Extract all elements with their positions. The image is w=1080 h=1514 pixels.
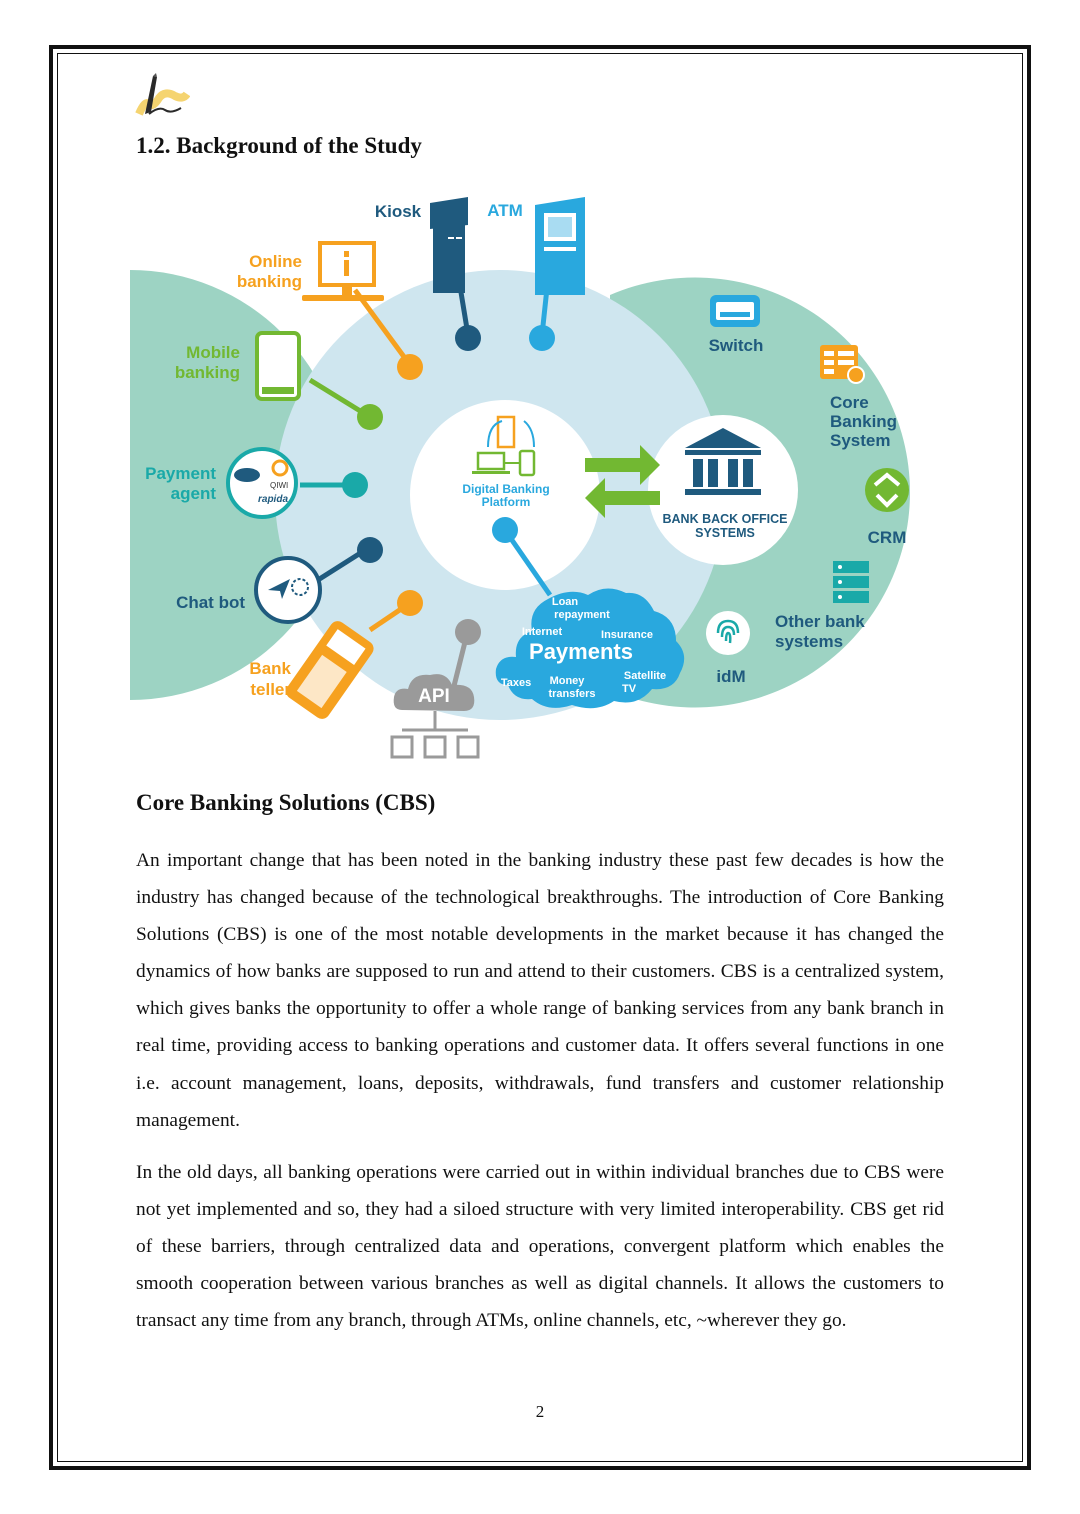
- back-office-label-2: SYSTEMS: [695, 526, 755, 540]
- monitor-icon: [302, 243, 384, 301]
- chatbot-label: Chat bot: [176, 593, 245, 612]
- core-banking-icon: [820, 345, 864, 383]
- mobile-node: [357, 404, 383, 430]
- page-title: 1.2. Background of the Study: [136, 133, 422, 158]
- payment-agent-logo: [228, 449, 296, 517]
- atm-icon: [535, 197, 585, 295]
- idm-label: idM: [716, 667, 746, 686]
- satellite-tv-label-1: Satellite: [623, 670, 667, 682]
- mobile-banking-label-1: Mobile: [186, 343, 240, 362]
- digital-banking-diagram: [130, 185, 960, 770]
- api-node: [455, 619, 481, 645]
- core-banking-label-3: System: [830, 431, 891, 450]
- other-bank-systems-label-1: Other bank: [775, 612, 865, 631]
- section-title: Core Banking Solutions (CBS): [136, 790, 436, 815]
- payment-agent-label-2: agent: [170, 484, 216, 503]
- loan-label-1: Loan: [551, 596, 579, 608]
- core-banking-label-1: Core: [830, 393, 869, 412]
- fingerprint-icon: [706, 611, 750, 655]
- back-office-label-1: BANK BACK OFFICE: [662, 512, 788, 526]
- api-label: API: [418, 686, 450, 707]
- pen-writing-icon: [135, 70, 190, 120]
- bank-teller-label-1: Bank: [249, 659, 291, 678]
- kiosk-icon: [430, 197, 468, 293]
- switch-icon: [710, 295, 760, 327]
- payment-agent-node: [342, 472, 368, 498]
- money-transfers-label-1: Money: [549, 675, 585, 687]
- core-banking-label-2: Banking: [830, 412, 898, 431]
- internet-label: Internet: [521, 626, 563, 638]
- server-icon: [833, 561, 869, 603]
- crm-icon: [865, 468, 909, 512]
- money-transfers-label-2: transfers: [548, 688, 596, 700]
- satellite-tv-label-2: TV: [621, 683, 637, 695]
- atm-node: [529, 325, 555, 351]
- crm-label: CRM: [867, 528, 907, 547]
- loan-label-2: repayment: [554, 609, 610, 621]
- kiosk-node: [455, 325, 481, 351]
- online-banking-label-1: Online: [249, 252, 302, 271]
- rapida-logo-text: rapida: [258, 494, 289, 505]
- qiwi-logo-text: QIWI: [270, 481, 289, 490]
- insurance-label: Insurance: [601, 629, 653, 641]
- atm-label: ATM: [487, 201, 523, 220]
- platform-node: [492, 517, 518, 543]
- online-node: [397, 354, 423, 380]
- switch-label: Switch: [708, 336, 764, 355]
- teller-node: [397, 590, 423, 616]
- platform-label-1: Digital Banking: [462, 482, 550, 496]
- paragraph: In the old days, all banking operations were carried out in within individual branches due to CBS were not yet implemented and so, they had a siloed structure with very limited interoperability. CBS get rid of these barriers, through centralized data and operations, convergent platform which enables the smooth cooperation between various branches as well as digital channels. It allows the customers to transact any time from any branch, through ATMs, online channels, etc, ~wherever they go.: [136, 1162, 944, 1332]
- kiosk-label: Kiosk: [374, 202, 422, 221]
- chatbot-node: [357, 537, 383, 563]
- page-number: 2: [535, 1402, 545, 1421]
- mobile-phone-icon: [257, 333, 299, 399]
- online-banking-label-2: banking: [236, 272, 302, 291]
- chatbot-icon: [256, 558, 320, 622]
- platform-label-2: Platform: [481, 495, 531, 509]
- other-bank-systems-label-2: systems: [775, 632, 844, 651]
- taxes-label: Taxes: [500, 677, 532, 689]
- paragraph: An important change that has been noted in the banking industry these past few decades is how the industry has changed because of the technological breakthroughs. The introduction of Core Banking Solutions (CBS) is one of the most notable developments in the market because it has changed the dynamics of how banks are supposed to run and attend to their customers. CBS is a centralized system, which gives banks the opportunity to offer a whole range of banking services from any bank branch in real time, providing access to banking operations and customer data. It offers several functions in one i.e. account management, loans, deposits, withdrawals, fund transfers and customer relationship management.: [136, 850, 944, 1131]
- mobile-banking-label-2: banking: [174, 363, 240, 382]
- payment-agent-label-1: Payment: [145, 464, 216, 483]
- bank-teller-label-2: teller: [250, 680, 291, 699]
- payments-label: Payments: [529, 639, 633, 664]
